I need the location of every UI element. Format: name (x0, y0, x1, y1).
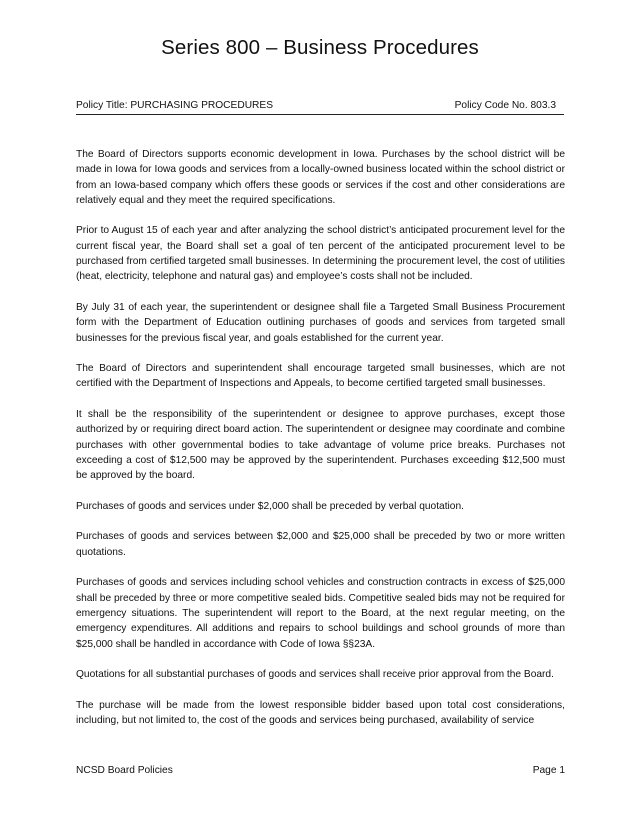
footer-left: NCSD Board Policies (76, 765, 173, 776)
page-title: Series 800 – Business Procedures (161, 36, 479, 59)
paragraph-6: Purchases of goods and services under $2,000 shall be preceded by verbal quotation. (76, 500, 464, 512)
paragraph-10: The purchase will be made from the lowest responsible bidder based upon total cost considerations, including, but not limited to, the cost of the goods and services being purchased, availability of service (76, 699, 565, 726)
paragraph-4: The Board of Directors and superintendent shall encourage targeted small businesses, which are not certified with the Department of Inspections and Appeals, to become certified targeted small businesses. (76, 363, 565, 390)
page-number: Page 1 (532, 765, 565, 776)
paragraph-8: Purchases of goods and services including school vehicles and construction contracts in excess of $25,000 shall be preceded by three or more competitive sealed bids. Competitive sealed bids may not be required for emergency situations. The superintendent will report to the Board, at the next regular meeting, on the emergency expenditures. All additions and repairs to school buildings and school grounds of more than $25,000 shall be handled in accordance with Code of Iowa §§23A. (76, 577, 565, 650)
policy-body (76, 147, 565, 728)
paragraph-1: The Board of Directors supports economic development in Iowa. Purchases by the school district will be made in Iowa for Iowa goods and services from a locally-owned business located within the school district or from an Iowa-based company which offers these goods or services if the cost and other considerations are relatively equal and they meet the required specifications. (76, 149, 565, 206)
paragraph-2: Prior to August 15 of each year and after analyzing the school district’s anticipated procurement level for the current fiscal year, the Board shall set a goal of ten percent of the anticipated procurement level to be purchased from certified targeted small businesses. In determining the procurement level, the cost of utilities (heat, electricity, telephone and natural gas) and employee’s costs shall not be included. (76, 225, 565, 283)
policy-title: Policy Title: PURCHASING PROCEDURES (76, 100, 273, 111)
paragraph-5: It shall be the responsibility of the superintendent or designee to approve purchases, except those authorized by or requiring direct board action. The superintendent or designee may coordinate and combine purchases with other governmental bodies to take advantage of volume price breaks. Purchases not exceeding a cost of $12,500 may be approved by the superintendent. Purchases exceeding $12,500 must be approved by the board. (76, 409, 565, 482)
page-footer (76, 764, 565, 778)
paragraph-9: Quotations for all substantial purchases of goods and services shall receive prior approval from the Board. (76, 669, 554, 681)
policy-code: Policy Code No. 803.3 (454, 100, 556, 111)
paragraph-7: Purchases of goods and services between $2,000 and $25,000 shall be preceded by two or more written quotations. (76, 531, 565, 558)
paragraph-3: By July 31 of each year, the superintendent or designee shall file a Targeted Small Business Procurement form with the Department of Education outlining purchases of goods and services from targeted small businesses for the previous fiscal year, and goals established for the current year. (76, 301, 565, 344)
policy-header-row (76, 99, 564, 115)
